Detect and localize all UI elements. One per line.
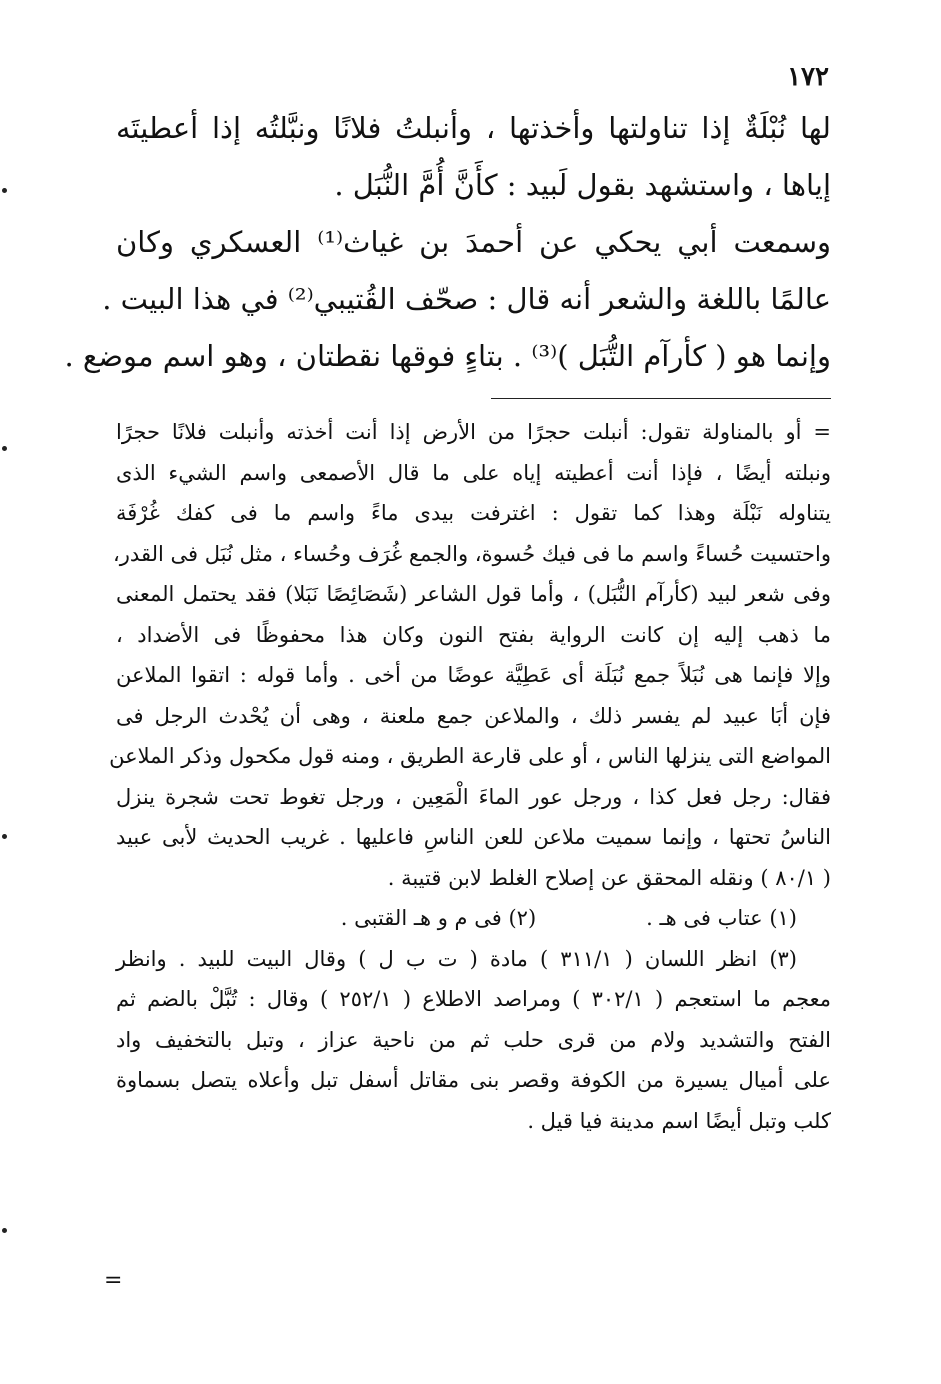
note-line: يتناوله نَبْلَة وهذا كما تقول : اغترفت بيدى ماءً واسم ما فى كفك غُرْفَة xyxy=(116,501,831,525)
note-line: ( ٨٠/١ ) ونقله المحقق عن إصلاح الغلط لابن قتيبة . xyxy=(387,865,831,890)
main-line: لها نُبْلَةٌ إذا تناولتها وأخذتها ، وأنبلتُ فلانًا ونبَّلتُه إذا أعطيتَه xyxy=(116,111,831,145)
note-line: = أو بالمناولة تقول: أنبلت حجرًا من الأرض إذا أنت أخذته وأنبلت فلانًا حجرًا xyxy=(116,420,831,444)
page-number: ١٧٢ xyxy=(787,62,829,92)
margin-dot xyxy=(2,446,7,451)
footnote-separator xyxy=(491,398,831,399)
footnote-3-line: معجم ما استعجم ( ٣٠٢/١ ) ومراصد الاطلاع ( ٢٥٢/١ ) وقال : تُبَّلْ بالضم ثم xyxy=(116,987,832,1011)
margin-dot xyxy=(2,188,7,193)
footnote-3-line: كلب وتبل أيضًا اسم مدينة فيا قيل . xyxy=(527,1108,831,1133)
footnote-3-line: (٣) انظر اللسان ( ٣١١/١ ) مادة ( ت ب ل ) وقال البيت للبيد . وانظر xyxy=(116,946,797,971)
main-line: وإنما هو ( كأرآم التُّبَل )⁽³⁾ . بتاءٍ فوقها نقطتان ، وهو اسم موضع . xyxy=(64,339,831,373)
margin-dot xyxy=(2,834,7,839)
note-line: ونبلته أيضًا ، فإذا أنت أعطيته إياه على ما قال الأصمعى واسم الشيء الذى xyxy=(116,460,831,485)
main-line: إياها ، واستشهد بقول لَبيد : كأَنَّ أُمَّ النُّبَل . xyxy=(334,168,831,202)
margin-dot xyxy=(2,1228,7,1233)
main-line: عالمًا باللغة والشعر أنه قال : صحّف القُتيبي⁽²⁾ في هذا البيت . xyxy=(102,282,831,316)
footnote-1: (١) عتاب فى هـ . xyxy=(646,906,797,930)
footnotes-1-2 xyxy=(116,898,831,939)
main-line: وسمعت أبي يحكي عن أحمدَ بن غياث⁽¹⁾ العسكري وكان xyxy=(116,225,831,259)
footnote-3-line: الفتح والتشديد ولام من قرى حلب ثم من ناحية عزاز ، وتبل بالتخفيف واد xyxy=(116,1027,831,1052)
note-line: فقال: رجل فعل كذا ، ورجل عور الماءَ الْمَعِين ، ورجل تغوط تحت شجرة ينزل xyxy=(116,784,831,809)
note-line: واحتسيت حُساءً واسم ما فى فيك حُسوة، والجمع غُرَف وحُساء ، مثل نُبَل فى القدر، xyxy=(113,541,831,566)
note-line: وفى شعر لبيد (كأرآم النُّبَل) ، وأما قول الشاعر (شَصَائِصًا نَبَلا) فقد يحتمل المعنى xyxy=(116,582,831,606)
note-line: الناسُ تحتها ، وإنما سميت ملاعن للعن الناسِ فاعليها . غريب الحديث لأبى عبيد xyxy=(116,825,831,849)
note-line: المواضع التى ينزلها الناس ، أو على قارعة الطريق ، ومنه قول مكحول وذكر الملاعن xyxy=(109,744,831,768)
note-line: ما ذهب إليه إن كانت الرواية بفتح النون وكان هذا محفوظًا فى الأضداد ، xyxy=(116,622,831,647)
footnote-2: (٢) فى م و هـ القتبى . xyxy=(340,906,537,930)
continuation-mark: = xyxy=(104,1268,123,1293)
note-line: وإلا فإنما هى نُبَلاً جمع نُبَلَة أى عَطِيَّة عوضًا من أخى . وأما قوله : اتقوا الملاعن xyxy=(116,663,831,687)
footnotes xyxy=(109,412,832,1141)
note-line: فإن أبَا عبيد لم يفسر ذلك ، والملاعن جمع ملعنة ، وهى أن يُحْدث الرجل فى xyxy=(116,703,831,728)
footnote-3-line: على أميال يسيرة من الكوفة وقصر بنى مقاتل أسفل تبل وأعلاه يتصل بسماوة xyxy=(116,1068,831,1092)
main-text xyxy=(64,100,831,385)
